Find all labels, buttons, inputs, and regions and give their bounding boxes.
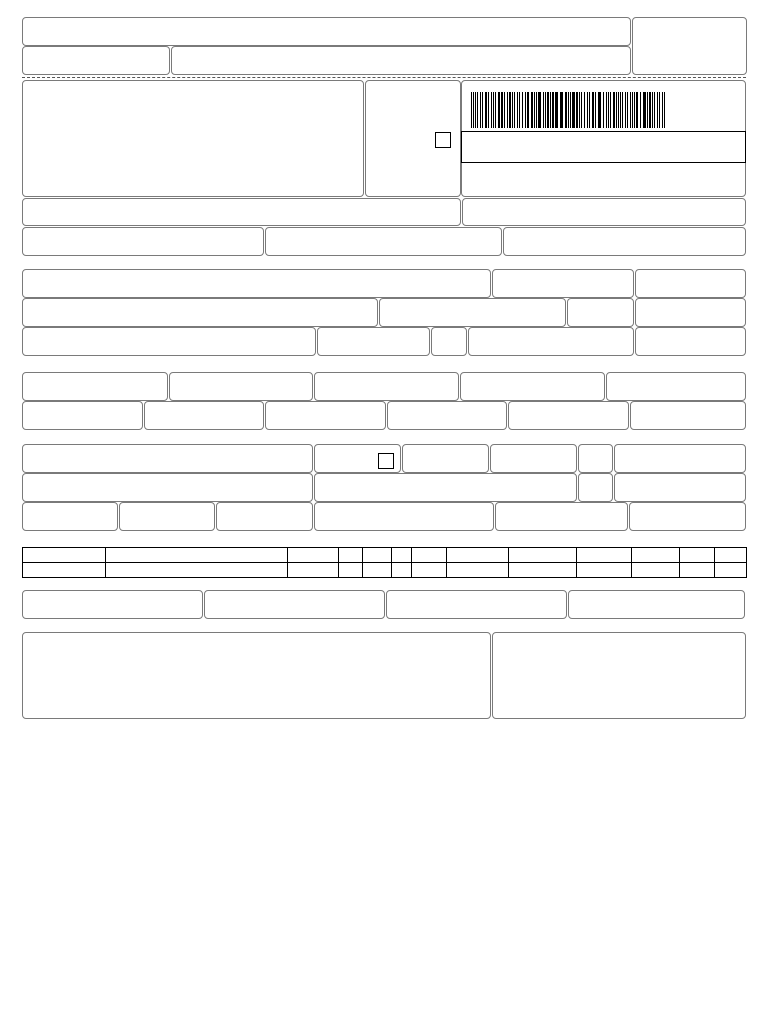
issqn-field-4[interactable] [568, 590, 745, 619]
carrier-address-field[interactable] [22, 473, 313, 502]
field-row3-c[interactable] [503, 227, 746, 256]
items-table-header-row [23, 548, 747, 563]
access-key-field[interactable] [461, 131, 746, 163]
tax-field-5[interactable] [606, 372, 746, 401]
recipient-date2-field[interactable] [635, 298, 746, 327]
header-field-top[interactable] [22, 17, 631, 46]
carrier-state-field[interactable] [578, 473, 613, 502]
volume-brand-field[interactable] [216, 502, 313, 531]
issqn-field-2[interactable] [204, 590, 385, 619]
recipient-time-field[interactable] [635, 327, 746, 356]
field-row3-b[interactable] [265, 227, 502, 256]
tax-field-8[interactable] [265, 401, 386, 430]
recipient-doc-field[interactable] [492, 269, 634, 298]
recipient-name-field[interactable] [22, 269, 491, 298]
additional-info-field[interactable] [22, 632, 491, 719]
nature-of-operation-field[interactable] [22, 198, 461, 226]
reserved-field[interactable] [492, 632, 746, 719]
tax-field-4[interactable] [460, 372, 605, 401]
carrier-doc-field[interactable] [614, 444, 746, 473]
tax-field-6[interactable] [22, 401, 143, 430]
recipient-zip-field[interactable] [567, 298, 634, 327]
header-field-right[interactable] [632, 17, 747, 75]
tax-field-7[interactable] [144, 401, 264, 430]
items-table [22, 547, 747, 578]
issqn-field-3[interactable] [386, 590, 567, 619]
carrier-city-field[interactable] [314, 473, 577, 502]
net-weight-field[interactable] [629, 502, 746, 531]
plate-state-field[interactable] [578, 444, 613, 473]
carrier-ie-field[interactable] [614, 473, 746, 502]
plate-field[interactable] [490, 444, 577, 473]
recipient-state-field[interactable] [431, 327, 467, 356]
checkbox-a[interactable] [435, 132, 451, 148]
tax-field-3[interactable] [314, 372, 459, 401]
barcode-icon [471, 92, 669, 128]
recipient-phone-field[interactable] [317, 327, 430, 356]
gross-weight-field[interactable] [495, 502, 628, 531]
header-field-left-small[interactable] [22, 46, 170, 75]
table-row[interactable] [23, 563, 747, 578]
recipient-district-field[interactable] [379, 298, 566, 327]
tax-field-11[interactable] [630, 401, 746, 430]
cut-line [22, 77, 746, 78]
checkbox-b[interactable] [378, 453, 394, 469]
volume-number-field[interactable] [314, 502, 494, 531]
address-field[interactable] [22, 80, 364, 197]
field-row3-a[interactable] [22, 227, 264, 256]
volume-qty-field[interactable] [22, 502, 118, 531]
recipient-ie-field[interactable] [468, 327, 634, 356]
volume-kind-field[interactable] [119, 502, 215, 531]
recipient-date-field[interactable] [635, 269, 746, 298]
recipient-address-field[interactable] [22, 298, 378, 327]
tax-field-2[interactable] [169, 372, 313, 401]
recipient-city-field[interactable] [22, 327, 316, 356]
carrier-name-field[interactable] [22, 444, 313, 473]
tax-field-9[interactable] [387, 401, 507, 430]
header-field-bottom[interactable] [171, 46, 631, 75]
tax-field-1[interactable] [22, 372, 168, 401]
issqn-field-1[interactable] [22, 590, 203, 619]
tax-field-10[interactable] [508, 401, 629, 430]
antt-code-field[interactable] [402, 444, 489, 473]
protocol-field[interactable] [462, 198, 746, 226]
